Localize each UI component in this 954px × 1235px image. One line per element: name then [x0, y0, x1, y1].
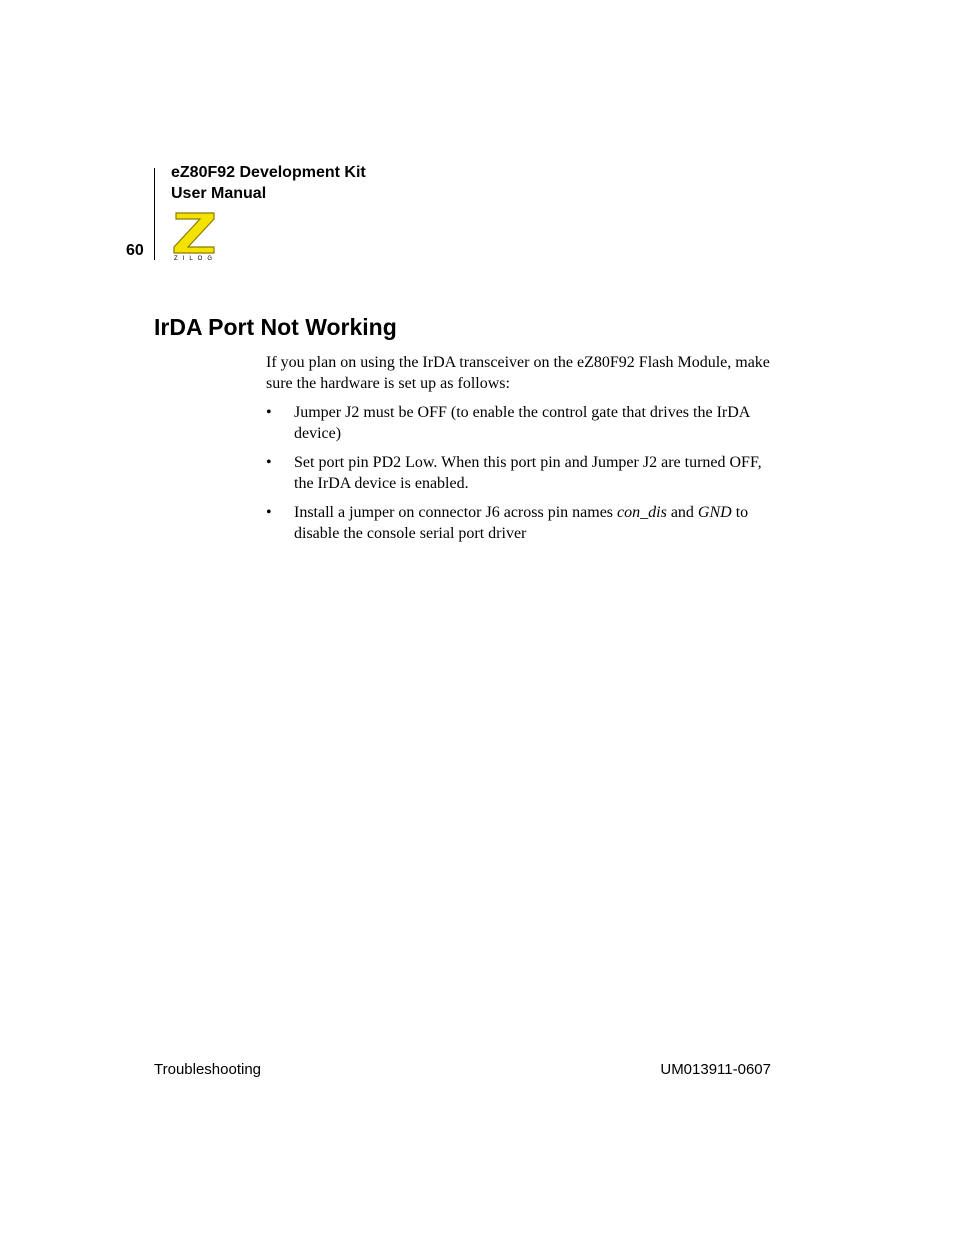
bullet-icon: • — [266, 504, 272, 521]
footer-section-name: Troubleshooting — [154, 1061, 262, 1078]
requirements-list — [266, 402, 776, 544]
doc-title: eZ80F92 Development Kit — [171, 164, 366, 181]
footer-doc-id: UM013911-0607 — [660, 1061, 771, 1078]
text-segment: to disable the console serial port driver — [294, 504, 749, 542]
bullet-icon: • — [266, 404, 272, 421]
list-item-text: Set port pin PD2 Low. When this port pin and Jumper J2 are turned OFF, the IrDA device is enabled. — [294, 454, 762, 492]
section-body — [266, 352, 776, 552]
section-heading: IrDA Port Not Working — [154, 314, 397, 340]
svg-text:ZILOG: ZILOG — [174, 256, 218, 261]
zilog-logo-icon — [170, 211, 218, 261]
text-segment: Install a jumper on connector J6 across pin names — [294, 504, 618, 521]
text-segment: and — [666, 504, 698, 521]
page-number: 60 — [126, 242, 144, 259]
list-item-text: Jumper J2 must be OFF (to enable the control gate that drives the IrDA device) — [294, 404, 750, 442]
list-item — [266, 502, 776, 544]
doc-subtitle: User Manual — [171, 185, 267, 202]
bullet-icon: • — [266, 454, 272, 471]
pin-name-con-dis: con_dis — [617, 504, 667, 521]
list-item — [266, 402, 776, 444]
running-header — [171, 162, 366, 204]
list-item-text — [294, 504, 748, 542]
intro-paragraph: If you plan on using the IrDA transceiver on the eZ80F92 Flash Module, make sure the hardware is set up as follows: — [266, 354, 770, 392]
pin-name-gnd: GND — [697, 504, 732, 521]
list-item — [266, 452, 776, 494]
header-rule — [154, 168, 155, 260]
